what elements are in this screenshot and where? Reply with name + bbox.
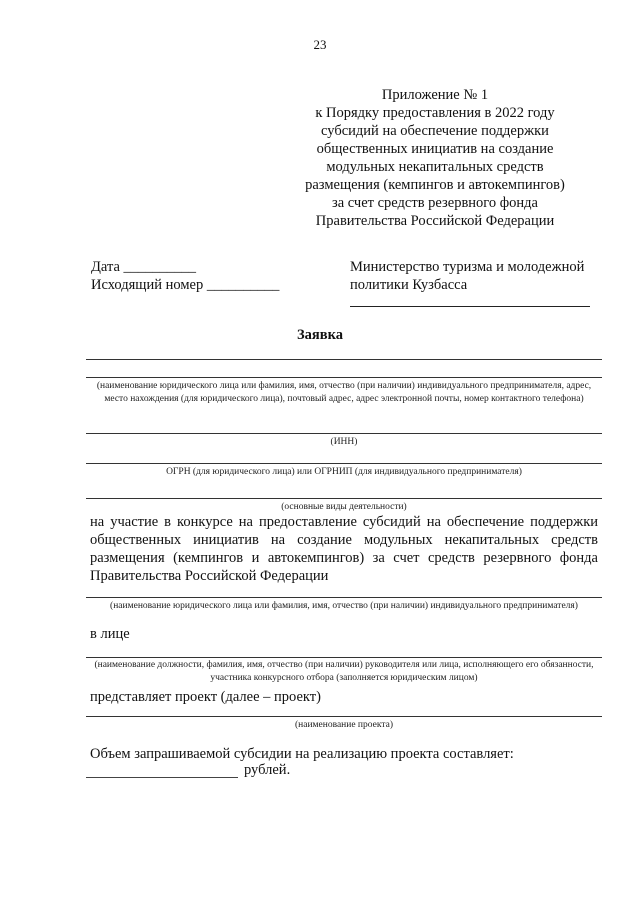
in-person-text: в лице	[90, 626, 130, 642]
caption-inn: (ИНН)	[330, 437, 358, 447]
appendix-line: модульных некапитальных средств	[326, 159, 544, 175]
recipient-line: Министерство туризма и молодежной	[350, 259, 585, 275]
fill-line	[86, 498, 602, 499]
subsidy-amount-text: Объем запрашиваемой субсидии на реализацию проекта составляет:	[90, 746, 514, 762]
outgoing-number-label: Исходящий номер __________	[91, 277, 280, 293]
fill-line	[86, 433, 602, 434]
caption-activities: (основные виды деятельности)	[281, 502, 407, 512]
caption-applicant-short: (наименование юридического лица или фамилия, имя, отчество (при наличии) индивидуального предпринимателя)	[110, 601, 578, 611]
appendix-line: Правительства Российской Федерации	[315, 213, 555, 229]
appendix-line: размещения (кемпингов и автокемпингов)	[305, 177, 565, 193]
fill-line	[86, 597, 602, 598]
fill-line	[86, 377, 602, 378]
recipient-line: политики Кузбасса	[350, 277, 468, 293]
rubles-label: рублей.	[244, 762, 291, 778]
recipient	[350, 258, 610, 294]
fill-line	[86, 359, 602, 360]
caption-applicant: (наименование юридического лица или фамилия, имя, отчество (при наличии) индивидуального предпринимателя, адрес, место нахождения (для юридического лица), почтовый адрес, адрес электронной почты, номер контактного телефона)	[96, 381, 592, 404]
caption-ogrn: ОГРН (для юридического лица) или ОГРНИП (для индивидуального предпринимателя)	[166, 467, 522, 477]
recipient-signature-line	[350, 306, 590, 307]
appendix-line: субсидий на обеспечение поддержки	[321, 123, 549, 139]
document-meta	[91, 258, 279, 294]
subsidy-amount-line	[86, 777, 238, 778]
appendix-line: общественных инициатив на создание	[316, 141, 554, 157]
appendix-line: к Порядку предоставления в 2022 году	[315, 105, 555, 121]
appendix-line: за счет средств резервного фонда	[332, 195, 538, 211]
appendix-line: Приложение № 1	[381, 87, 489, 103]
caption-project: (наименование проекта)	[294, 720, 393, 730]
fill-line	[86, 463, 602, 464]
participation-text: на участие в конкурсе на предоставление субсидий на обеспечение поддержки общественных инициатив на создание модульных некапитальных средств размещения (кемпингов и автокемпингов) за счет средств резервного фонда Правительства Российской Федерации	[90, 514, 598, 584]
document-title: Заявка	[297, 327, 343, 343]
fill-line	[86, 657, 602, 658]
appendix-header	[300, 86, 570, 230]
presents-project-text: представляет проект (далее – проект)	[90, 689, 321, 705]
fill-line	[86, 716, 602, 717]
page-number: 23	[313, 37, 327, 52]
caption-representative: (наименование должности, фамилия, имя, отчество (при наличии) руководителя или лица, исполняющего его обязанности, участника конкурсного отбора (заполняется юридическим лицом)	[94, 660, 594, 683]
date-label: Дата __________	[91, 259, 197, 275]
